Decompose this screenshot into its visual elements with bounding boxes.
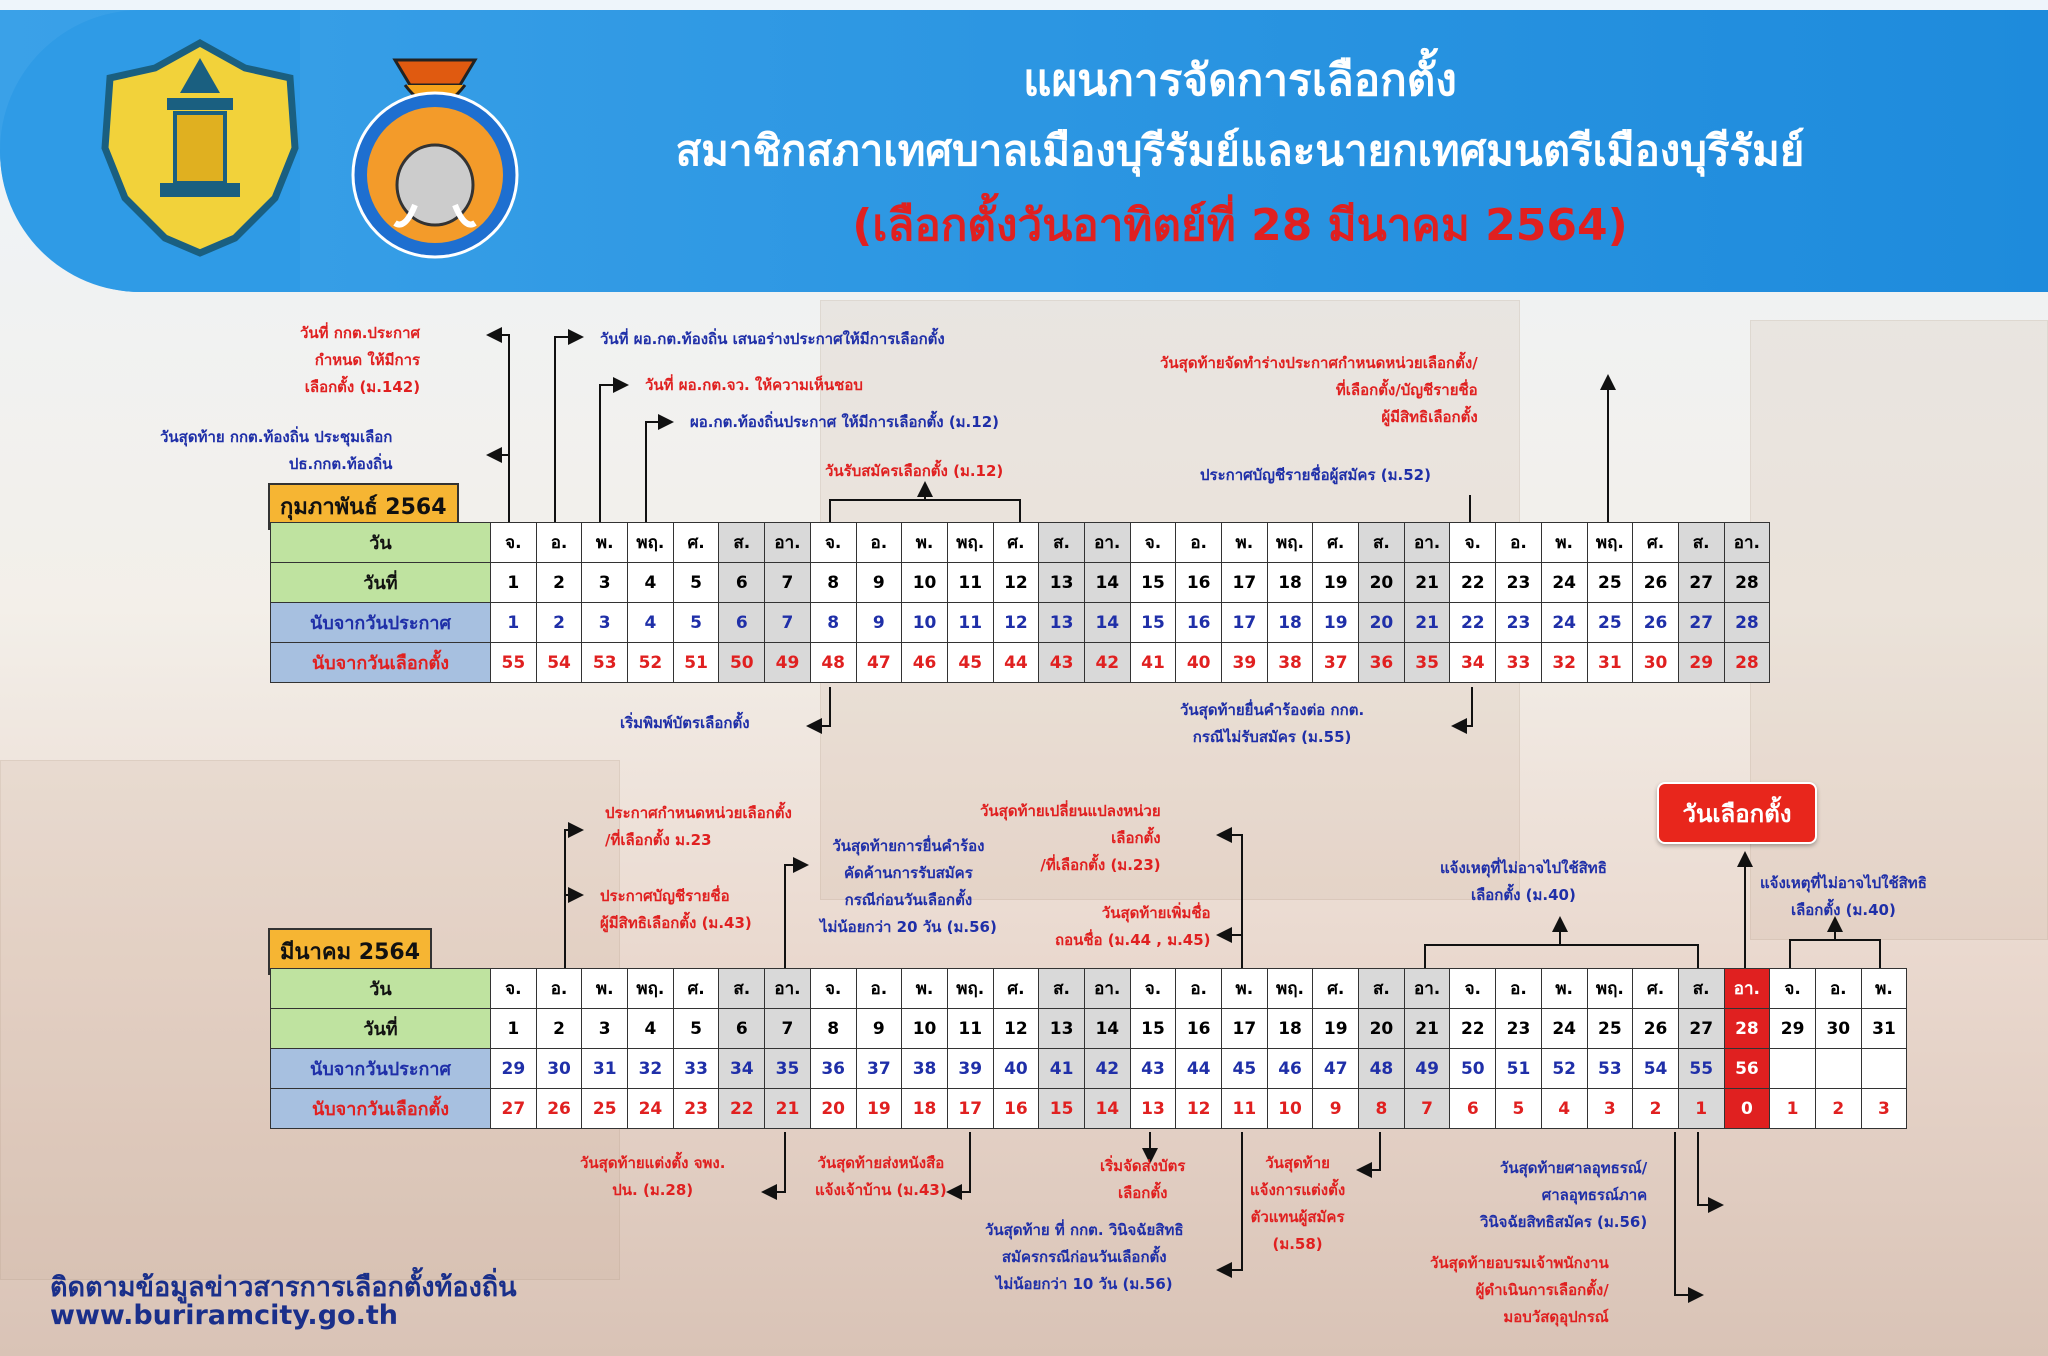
mar-cell-election: 6 (1450, 1089, 1496, 1129)
feb-cell-announce: 8 (810, 603, 856, 643)
mar-cell-dates: 31 (1861, 1009, 1907, 1049)
feb-cell-announce: 5 (673, 603, 719, 643)
mar-cell-announce: 54 (1633, 1049, 1679, 1089)
feb-row-days (271, 523, 1770, 563)
note-feb-10: วันสุดท้ายยื่นคำร้องต่อ กกต. กรณีไม่รับสมัคร (ม.55) (1180, 701, 1365, 746)
note-feb-1: วันที่ กกต.ประกาศ กำหนด ให้มีการ เลือกตั้ง (ม.142) (300, 324, 421, 396)
mar-cell-announce: 55 (1678, 1049, 1724, 1089)
feb-cell-dates: 15 (1130, 563, 1176, 603)
feb-cell-dates: 9 (856, 563, 902, 603)
feb-cell-days: พฤ. (1267, 523, 1313, 563)
mar-cell-dates: 29 (1770, 1009, 1816, 1049)
note-mar-8: วันสุดท้ายแต่งตั้ง จพง. ปน. (ม.28) (580, 1154, 726, 1199)
feb-cell-announce: 1 (491, 603, 537, 643)
feb-cell-election: 34 (1450, 643, 1496, 683)
mar-cell-days: พ. (582, 969, 628, 1009)
feb-cell-election: 45 (947, 643, 993, 683)
feb-cell-announce: 19 (1313, 603, 1359, 643)
mar-cell-announce (1861, 1049, 1907, 1089)
mar-cell-announce: 52 (1541, 1049, 1587, 1089)
footer-url[interactable]: www.buriramcity.go.th (50, 1300, 398, 1331)
mar-row-election (271, 1089, 1907, 1129)
note-mar-5: วันสุดท้ายเพิ่มชื่อ ถอนชื่อ (ม.44 , ม.45) (1055, 904, 1211, 949)
feb-cell-announce: 14 (1084, 603, 1130, 643)
mar-cell-days: จ. (491, 969, 537, 1009)
feb-label-dates: วันที่ (271, 563, 491, 603)
mar-cell-election: 3 (1861, 1089, 1907, 1129)
feb-cell-announce: 9 (856, 603, 902, 643)
mar-cell-announce: 41 (1039, 1049, 1085, 1089)
feb-cell-dates: 14 (1084, 563, 1130, 603)
feb-cell-days: ส. (1678, 523, 1724, 563)
mar-cell-announce: 51 (1496, 1049, 1542, 1089)
mar-label-dates: วันที่ (271, 1009, 491, 1049)
feb-cell-days: อา. (1724, 523, 1770, 563)
mar-cell-election: 4 (1541, 1089, 1587, 1129)
mar-cell-election: 11 (1222, 1089, 1268, 1129)
feb-row-announce (271, 603, 1770, 643)
mar-calendar-table (270, 968, 1907, 1129)
mar-cell-announce: 50 (1450, 1049, 1496, 1089)
mar-cell-election: 3 (1587, 1089, 1633, 1129)
buriram-municipality-emblem (345, 55, 525, 260)
feb-cell-dates: 25 (1587, 563, 1633, 603)
feb-cell-announce: 6 (719, 603, 765, 643)
mar-cell-election: 27 (491, 1089, 537, 1129)
feb-cell-election: 42 (1084, 643, 1130, 683)
mar-cell-announce: 38 (902, 1049, 948, 1089)
feb-cell-days: พ. (1541, 523, 1587, 563)
mar-cell-dates: 16 (1176, 1009, 1222, 1049)
header-title-line2: สมาชิกสภาเทศบาลเมืองบุรีรัมย์และนายกเทศมนตรีเมืองบุรีรัมย์ (675, 126, 1805, 175)
feb-cell-election: 52 (628, 643, 674, 683)
feb-cell-announce: 15 (1130, 603, 1176, 643)
feb-cell-announce: 26 (1633, 603, 1679, 643)
feb-cell-dates: 26 (1633, 563, 1679, 603)
mar-cell-election: 16 (993, 1089, 1039, 1129)
feb-cell-days: จ. (1130, 523, 1176, 563)
mar-cell-announce: 36 (810, 1049, 856, 1089)
mar-cell-days: จ. (1130, 969, 1176, 1009)
feb-cell-announce: 27 (1678, 603, 1724, 643)
mar-cell-announce: 34 (719, 1049, 765, 1089)
note-mar-6: แจ้งเหตุที่ไม่อาจไปใช้สิทธิ เลือกตั้ง (ม.40) (1440, 859, 1607, 904)
mar-cell-days: ศ. (1313, 969, 1359, 1009)
feb-cell-dates: 21 (1404, 563, 1450, 603)
mar-cell-election: 15 (1039, 1089, 1085, 1129)
mar-cell-election: 7 (1404, 1089, 1450, 1129)
mar-cell-dates: 12 (993, 1009, 1039, 1049)
note-feb-5: ผอ.กต.ท้องถิ่นประกาศ ให้มีการเลือกตั้ง (ม.12) (690, 413, 999, 431)
mar-cell-dates: 17 (1222, 1009, 1268, 1049)
mar-cell-days: อ. (856, 969, 902, 1009)
header-title-line3: (เลือกตั้งวันอาทิตย์ที่ 28 มีนาคม 2564) (852, 200, 1628, 251)
background-building-right (1750, 320, 2048, 940)
feb-cell-announce: 18 (1267, 603, 1313, 643)
mar-cell-days: จ. (1770, 969, 1816, 1009)
feb-cell-days: ศ. (1313, 523, 1359, 563)
mar-cell-days: อา. (1404, 969, 1450, 1009)
mar-cell-days: พฤ. (1587, 969, 1633, 1009)
feb-row-dates (271, 563, 1770, 603)
feb-cell-election: 49 (765, 643, 811, 683)
feb-cell-dates: 19 (1313, 563, 1359, 603)
feb-month-label: กุมภาพันธ์ 2564 (268, 483, 459, 530)
mar-cell-dates: 28 (1724, 1009, 1770, 1049)
mar-cell-dates: 10 (902, 1009, 948, 1049)
note-mar-11: วันสุดท้าย ที่ กกต. วินิจฉัยสิทธิ สมัครกรณีก่อนวันเลือกตั้ง ไม่น้อยกว่า 10 วัน (ม.56) (985, 1221, 1184, 1293)
mar-cell-days: อ. (1815, 969, 1861, 1009)
mar-cell-days: จ. (810, 969, 856, 1009)
feb-cell-days: อา. (1084, 523, 1130, 563)
mar-cell-days: อา. (765, 969, 811, 1009)
feb-cell-election: 41 (1130, 643, 1176, 683)
mar-cell-election: 8 (1359, 1089, 1405, 1129)
mar-cell-dates: 21 (1404, 1009, 1450, 1049)
mar-cell-announce: 43 (1130, 1049, 1176, 1089)
mar-cell-dates: 5 (673, 1009, 719, 1049)
mar-cell-days: ศ. (993, 969, 1039, 1009)
note-mar-10: เริ่มจัดส่งบัตร เลือกตั้ง (1100, 1157, 1186, 1202)
feb-cell-dates: 11 (947, 563, 993, 603)
feb-cell-dates: 3 (582, 563, 628, 603)
mar-cell-announce (1815, 1049, 1861, 1089)
mar-cell-announce: 35 (765, 1049, 811, 1089)
feb-cell-days: พ. (582, 523, 628, 563)
feb-cell-announce: 24 (1541, 603, 1587, 643)
mar-cell-election: 25 (582, 1089, 628, 1129)
mar-cell-election: 12 (1176, 1089, 1222, 1129)
feb-cell-announce: 3 (582, 603, 628, 643)
feb-cell-days: พ. (902, 523, 948, 563)
feb-cell-dates: 6 (719, 563, 765, 603)
feb-cell-announce: 17 (1222, 603, 1268, 643)
feb-cell-days: จ. (810, 523, 856, 563)
mar-cell-dates: 11 (947, 1009, 993, 1049)
mar-cell-dates: 24 (1541, 1009, 1587, 1049)
feb-cell-election: 38 (1267, 643, 1313, 683)
feb-cell-dates: 24 (1541, 563, 1587, 603)
feb-label-election: นับจากวันเลือกตั้ง (271, 643, 491, 683)
feb-cell-dates: 13 (1039, 563, 1085, 603)
mar-cell-election: 0 (1724, 1089, 1770, 1129)
feb-cell-dates: 10 (902, 563, 948, 603)
mar-cell-dates: 9 (856, 1009, 902, 1049)
mar-cell-election: 14 (1084, 1089, 1130, 1129)
mar-cell-announce: 44 (1176, 1049, 1222, 1089)
feb-cell-dates: 8 (810, 563, 856, 603)
feb-cell-election: 37 (1313, 643, 1359, 683)
mar-cell-election: 26 (536, 1089, 582, 1129)
note-mar-3: วันสุดท้ายการยื่นคำร้อง คัดค้านการรับสมัคร กรณีก่อนวันเลือกตั้ง ไม่น้อยกว่า 20 วัน (ม.56) (820, 837, 997, 936)
header-banner (0, 10, 2048, 292)
feb-cell-dates: 16 (1176, 563, 1222, 603)
note-feb-9: เริ่มพิมพ์บัตรเลือกตั้ง (620, 714, 750, 732)
mar-cell-days: ส. (1039, 969, 1085, 1009)
mar-cell-announce: 56 (1724, 1049, 1770, 1089)
feb-cell-dates: 23 (1496, 563, 1542, 603)
feb-cell-election: 36 (1359, 643, 1405, 683)
mar-cell-dates: 18 (1267, 1009, 1313, 1049)
mar-cell-dates: 27 (1678, 1009, 1724, 1049)
feb-cell-days: พฤ. (1587, 523, 1633, 563)
note-mar-7: แจ้งเหตุที่ไม่อาจไปใช้สิทธิ เลือกตั้ง (ม.40) (1760, 874, 1927, 919)
mar-cell-announce: 29 (491, 1049, 537, 1089)
feb-cell-dates: 18 (1267, 563, 1313, 603)
mar-cell-election: 2 (1633, 1089, 1679, 1129)
mar-cell-days: ศ. (673, 969, 719, 1009)
feb-cell-dates: 12 (993, 563, 1039, 603)
mar-cell-dates: 14 (1084, 1009, 1130, 1049)
feb-cell-days: อ. (856, 523, 902, 563)
mar-cell-dates: 26 (1633, 1009, 1679, 1049)
feb-cell-days: อา. (1404, 523, 1450, 563)
feb-cell-days: ศ. (673, 523, 719, 563)
feb-cell-announce: 25 (1587, 603, 1633, 643)
mar-cell-days: ส. (1359, 969, 1405, 1009)
mar-cell-election: 21 (765, 1089, 811, 1129)
feb-cell-days: พฤ. (947, 523, 993, 563)
feb-cell-election: 46 (902, 643, 948, 683)
mar-cell-days: จ. (1450, 969, 1496, 1009)
mar-cell-days: พฤ. (947, 969, 993, 1009)
feb-cell-election: 31 (1587, 643, 1633, 683)
mar-cell-days: พ. (1222, 969, 1268, 1009)
mar-cell-announce: 46 (1267, 1049, 1313, 1089)
mar-cell-election: 24 (628, 1089, 674, 1129)
note-feb-7: วันสุดท้ายจัดทำร่างประกาศกำหนดหน่วยเลือกตั้ง/ ที่เลือกตั้ง/บัญชีรายชื่อ ผู้มีสิทธิเลือกตั้ง (1160, 354, 1478, 426)
feb-cell-announce: 16 (1176, 603, 1222, 643)
mar-cell-days: พ. (902, 969, 948, 1009)
feb-cell-announce: 4 (628, 603, 674, 643)
mar-cell-days: พ. (1861, 969, 1907, 1009)
mar-cell-days: อา. (1724, 969, 1770, 1009)
mar-cell-announce: 47 (1313, 1049, 1359, 1089)
mar-cell-announce: 37 (856, 1049, 902, 1089)
feb-cell-dates: 22 (1450, 563, 1496, 603)
mar-cell-dates: 20 (1359, 1009, 1405, 1049)
note-mar-1: ประกาศกำหนดหน่วยเลือกตั้ง /ที่เลือกตั้ง ม.23 (605, 804, 792, 849)
mar-row-days (271, 969, 1907, 1009)
mar-cell-election: 17 (947, 1089, 993, 1129)
mar-cell-days: อ. (1176, 969, 1222, 1009)
mar-row-dates (271, 1009, 1907, 1049)
mar-cell-announce: 40 (993, 1049, 1039, 1089)
feb-cell-election: 51 (673, 643, 719, 683)
feb-cell-dates: 27 (1678, 563, 1724, 603)
note-mar-2: ประกาศบัญชีรายชื่อ ผู้มีสิทธิเลือกตั้ง (ม.43) (600, 887, 752, 932)
mar-cell-days: ส. (1678, 969, 1724, 1009)
note-feb-6: วันรับสมัครเลือกตั้ง (ม.12) (825, 462, 1004, 480)
mar-cell-dates: 15 (1130, 1009, 1176, 1049)
feb-label-announce: นับจากวันประกาศ (271, 603, 491, 643)
feb-cell-dates: 4 (628, 563, 674, 603)
mar-cell-dates: 2 (536, 1009, 582, 1049)
feb-cell-dates: 2 (536, 563, 582, 603)
mar-cell-days: ส. (719, 969, 765, 1009)
mar-cell-election: 10 (1267, 1089, 1313, 1129)
feb-cell-election: 53 (582, 643, 628, 683)
feb-row-election (271, 643, 1770, 683)
footer-text: ติดตามข้อมูลข่าวสารการเลือกตั้งท้องถิ่น (50, 1272, 517, 1303)
mar-cell-election: 23 (673, 1089, 719, 1129)
note-mar-13: วันสุดท้ายศาลอุทธรณ์/ ศาลอุทธรณ์ภาค วินิจฉัยสิทธิสมัคร (ม.56) (1480, 1159, 1648, 1231)
feb-cell-days: อา. (765, 523, 811, 563)
mar-cell-election: 19 (856, 1089, 902, 1129)
feb-cell-dates: 28 (1724, 563, 1770, 603)
mar-cell-dates: 22 (1450, 1009, 1496, 1049)
feb-cell-announce: 28 (1724, 603, 1770, 643)
feb-cell-election: 55 (491, 643, 537, 683)
mar-cell-election: 5 (1496, 1089, 1542, 1129)
mar-cell-election: 1 (1678, 1089, 1724, 1129)
mar-label-days: วัน (271, 969, 491, 1009)
feb-cell-announce: 11 (947, 603, 993, 643)
feb-cell-dates: 1 (491, 563, 537, 603)
mar-cell-days: อา. (1084, 969, 1130, 1009)
feb-cell-days: จ. (1450, 523, 1496, 563)
feb-cell-election: 33 (1496, 643, 1542, 683)
mar-cell-dates: 30 (1815, 1009, 1861, 1049)
feb-cell-election: 43 (1039, 643, 1085, 683)
ect-emblem (95, 38, 305, 258)
feb-cell-election: 35 (1404, 643, 1450, 683)
feb-cell-announce: 13 (1039, 603, 1085, 643)
feb-cell-announce: 21 (1404, 603, 1450, 643)
feb-cell-announce: 22 (1450, 603, 1496, 643)
mar-cell-announce: 53 (1587, 1049, 1633, 1089)
mar-cell-announce (1770, 1049, 1816, 1089)
feb-cell-days: พฤ. (628, 523, 674, 563)
mar-cell-election: 1 (1770, 1089, 1816, 1129)
mar-cell-election: 2 (1815, 1089, 1861, 1129)
mar-cell-announce: 42 (1084, 1049, 1130, 1089)
mar-label-announce: นับจากวันประกาศ (271, 1049, 491, 1089)
header-title-line1: แผนการจัดการเลือกตั้ง (1023, 55, 1457, 106)
feb-cell-days: ส. (719, 523, 765, 563)
feb-label-days: วัน (271, 523, 491, 563)
mar-cell-dates: 1 (491, 1009, 537, 1049)
mar-cell-dates: 13 (1039, 1009, 1085, 1049)
feb-cell-days: พ. (1222, 523, 1268, 563)
note-feb-3: วันที่ ผอ.กต.ท้องถิ่น เสนอร่างประกาศให้มีการเลือกตั้ง (600, 330, 945, 348)
mar-row-announce (271, 1049, 1907, 1089)
mar-cell-announce: 39 (947, 1049, 993, 1089)
mar-cell-dates: 4 (628, 1009, 674, 1049)
feb-cell-election: 48 (810, 643, 856, 683)
feb-cell-days: ศ. (993, 523, 1039, 563)
note-mar-12: วันสุดท้าย แจ้งการแต่งตั้ง ตัวแทนผู้สมัคร (ม.58) (1250, 1154, 1346, 1253)
feb-cell-election: 30 (1633, 643, 1679, 683)
feb-cell-days: ศ. (1633, 523, 1679, 563)
feb-cell-election: 32 (1541, 643, 1587, 683)
mar-cell-election: 13 (1130, 1089, 1176, 1129)
note-mar-4: วันสุดท้ายเปลี่ยนแปลงหน่วย เลือกตั้ง /ที่เลือกตั้ง (ม.23) (980, 802, 1161, 874)
feb-cell-election: 50 (719, 643, 765, 683)
feb-cell-announce: 12 (993, 603, 1039, 643)
mar-cell-days: อ. (1496, 969, 1542, 1009)
mar-cell-announce: 33 (673, 1049, 719, 1089)
feb-cell-election: 28 (1724, 643, 1770, 683)
note-feb-2: วันสุดท้าย กกต.ท้องถิ่น ประชุมเลือก ปธ.กกต.ท้องถิ่น (160, 428, 393, 473)
mar-cell-election: 18 (902, 1089, 948, 1129)
election-day-badge: วันเลือกตั้ง (1657, 782, 1817, 844)
mar-month-label: มีนาคม 2564 (268, 928, 432, 975)
feb-cell-days: อ. (1496, 523, 1542, 563)
mar-cell-election: 22 (719, 1089, 765, 1129)
feb-cell-announce: 20 (1359, 603, 1405, 643)
mar-cell-days: อ. (536, 969, 582, 1009)
mar-cell-announce: 32 (628, 1049, 674, 1089)
mar-cell-dates: 25 (1587, 1009, 1633, 1049)
feb-cell-dates: 17 (1222, 563, 1268, 603)
feb-cell-days: อ. (536, 523, 582, 563)
mar-cell-election: 20 (810, 1089, 856, 1129)
mar-cell-dates: 19 (1313, 1009, 1359, 1049)
feb-cell-days: อ. (1176, 523, 1222, 563)
mar-cell-announce: 31 (582, 1049, 628, 1089)
feb-cell-election: 44 (993, 643, 1039, 683)
mar-cell-days: พฤ. (628, 969, 674, 1009)
feb-cell-dates: 5 (673, 563, 719, 603)
feb-cell-announce: 23 (1496, 603, 1542, 643)
feb-cell-announce: 7 (765, 603, 811, 643)
note-feb-4: วันที่ ผอ.กต.จว. ให้ความเห็นชอบ (645, 376, 863, 394)
mar-cell-dates: 3 (582, 1009, 628, 1049)
mar-cell-dates: 8 (810, 1009, 856, 1049)
mar-cell-days: ศ. (1633, 969, 1679, 1009)
feb-cell-dates: 7 (765, 563, 811, 603)
feb-cell-days: จ. (491, 523, 537, 563)
feb-cell-election: 39 (1222, 643, 1268, 683)
feb-cell-announce: 2 (536, 603, 582, 643)
note-mar-9: วันสุดท้ายส่งหนังสือ แจ้งเจ้าบ้าน (ม.43) (815, 1154, 947, 1199)
feb-cell-days: ส. (1359, 523, 1405, 563)
mar-cell-dates: 6 (719, 1009, 765, 1049)
note-mar-14: วันสุดท้ายอบรมเจ้าพนักงาน ผู้ดำเนินการเลือกตั้ง/ มอบวัสดุอุปกรณ์ (1430, 1254, 1609, 1326)
mar-cell-announce: 48 (1359, 1049, 1405, 1089)
feb-cell-election: 47 (856, 643, 902, 683)
feb-cell-election: 40 (1176, 643, 1222, 683)
feb-cell-election: 29 (1678, 643, 1724, 683)
mar-cell-dates: 23 (1496, 1009, 1542, 1049)
feb-cell-dates: 20 (1359, 563, 1405, 603)
mar-cell-announce: 45 (1222, 1049, 1268, 1089)
note-feb-8: ประกาศบัญชีรายชื่อผู้สมัคร (ม.52) (1200, 466, 1431, 484)
mar-cell-dates: 7 (765, 1009, 811, 1049)
mar-cell-election: 9 (1313, 1089, 1359, 1129)
mar-cell-days: พฤ. (1267, 969, 1313, 1009)
mar-cell-announce: 49 (1404, 1049, 1450, 1089)
mar-cell-days: พ. (1541, 969, 1587, 1009)
feb-calendar-table (270, 522, 1770, 683)
mar-label-election: นับจากวันเลือกตั้ง (271, 1089, 491, 1129)
feb-cell-days: ส. (1039, 523, 1085, 563)
mar-cell-announce: 30 (536, 1049, 582, 1089)
feb-cell-announce: 10 (902, 603, 948, 643)
feb-cell-election: 54 (536, 643, 582, 683)
